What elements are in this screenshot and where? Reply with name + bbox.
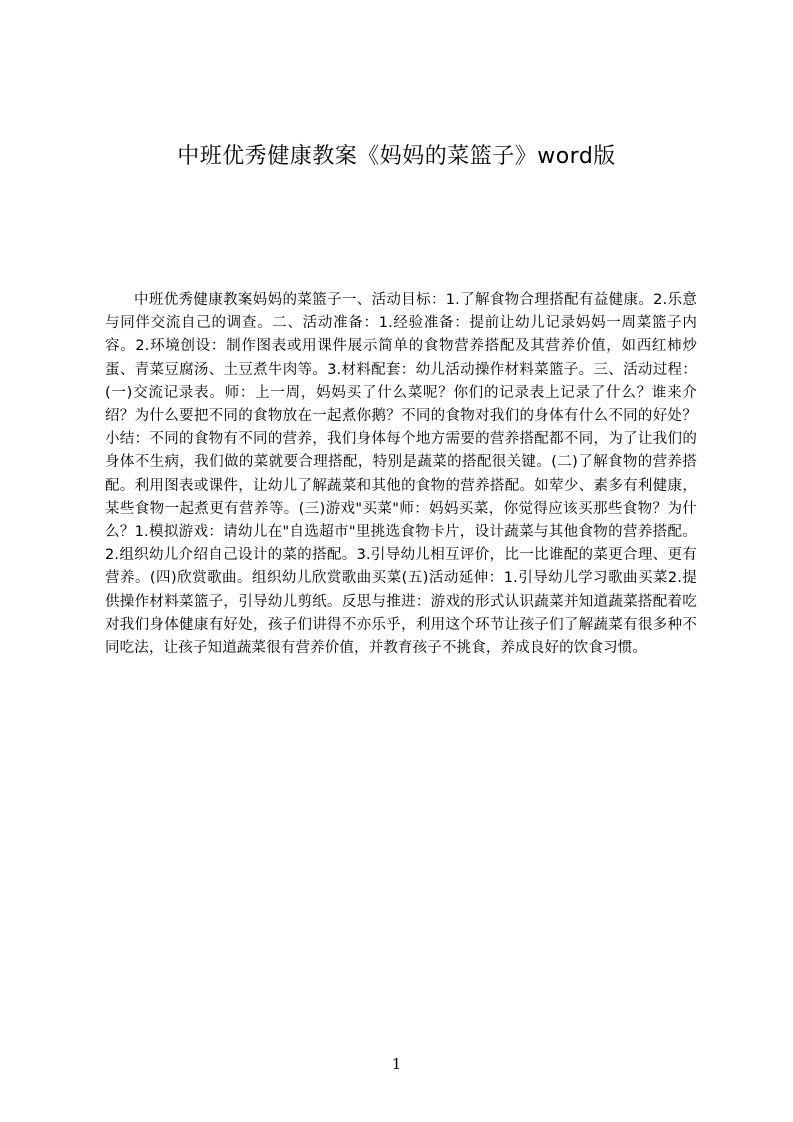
document-title: 中班优秀健康教案《妈妈的菜篮子》word版 (177, 144, 616, 169)
page-number: 1 (391, 1055, 402, 1073)
document-body-paragraph: 中班优秀健康教案妈妈的菜篮子一、活动目标：1.了解食物合理搭配有益健康。2.乐意与同伴交流自己的调查。二、活动准备：1.经验准备：提前让幼儿记录妈妈一周菜篮子内容。2.环境创设：制作图表或用课件展示简单的食物营养搭配及其营养价值，如西红柿炒蛋、青菜豆腐汤、土豆煮牛肉等。3.材料配套：幼儿活动操作材料菜篮子。三、活动过程：(一)交流记录表。师：上一周，妈妈买了什么菜呢？你们的记录表上记录了什么？谁来介绍？为什么要把不同的食物放在一起煮你鹅？不同的食物对我们的身体有什么不同的好处？小结：不同的食物有不同的营养，我们身体每个地方需要的营养搭配都不同，为了让我们的身体不生病，我们做的菜就要合理搭配，特别是蔬菜的搭配很关键。(二)了解食物的营养搭配。利用图表或课件，让幼儿了解蔬菜和其他的食物的营养搭配。如荤少、素多有利健康，某些食物一起煮更有营养等。(三)游戏"买菜"师：妈妈买菜，你觉得应该买那些食物？为什么？1.模拟游戏：请幼儿在"自选超市"里挑选食物卡片，设计蔬菜与其他食物的营养搭配。2.组织幼儿介绍自己设计的菜的搭配。3.引导幼儿相互评价，比一比谁配的菜更合理、更有营养。(四)欣赏歌曲。组织幼儿欣赏歌曲买菜(五)活动延伸：1.引导幼儿学习歌曲买菜2.提供操作材料菜篮子，引导幼儿剪纸。反思与推进：游戏的形式认识蔬菜并知道蔬菜搭配着吃对我们身体健康有好处，孩子们讲得不亦乐乎，利用这个环节让孩子们了解蔬菜有很多种不同吃法，让孩子知道蔬菜很有营养价值，并教育孩子不挑食，养成良好的饮食习惯。 (105, 292, 697, 657)
